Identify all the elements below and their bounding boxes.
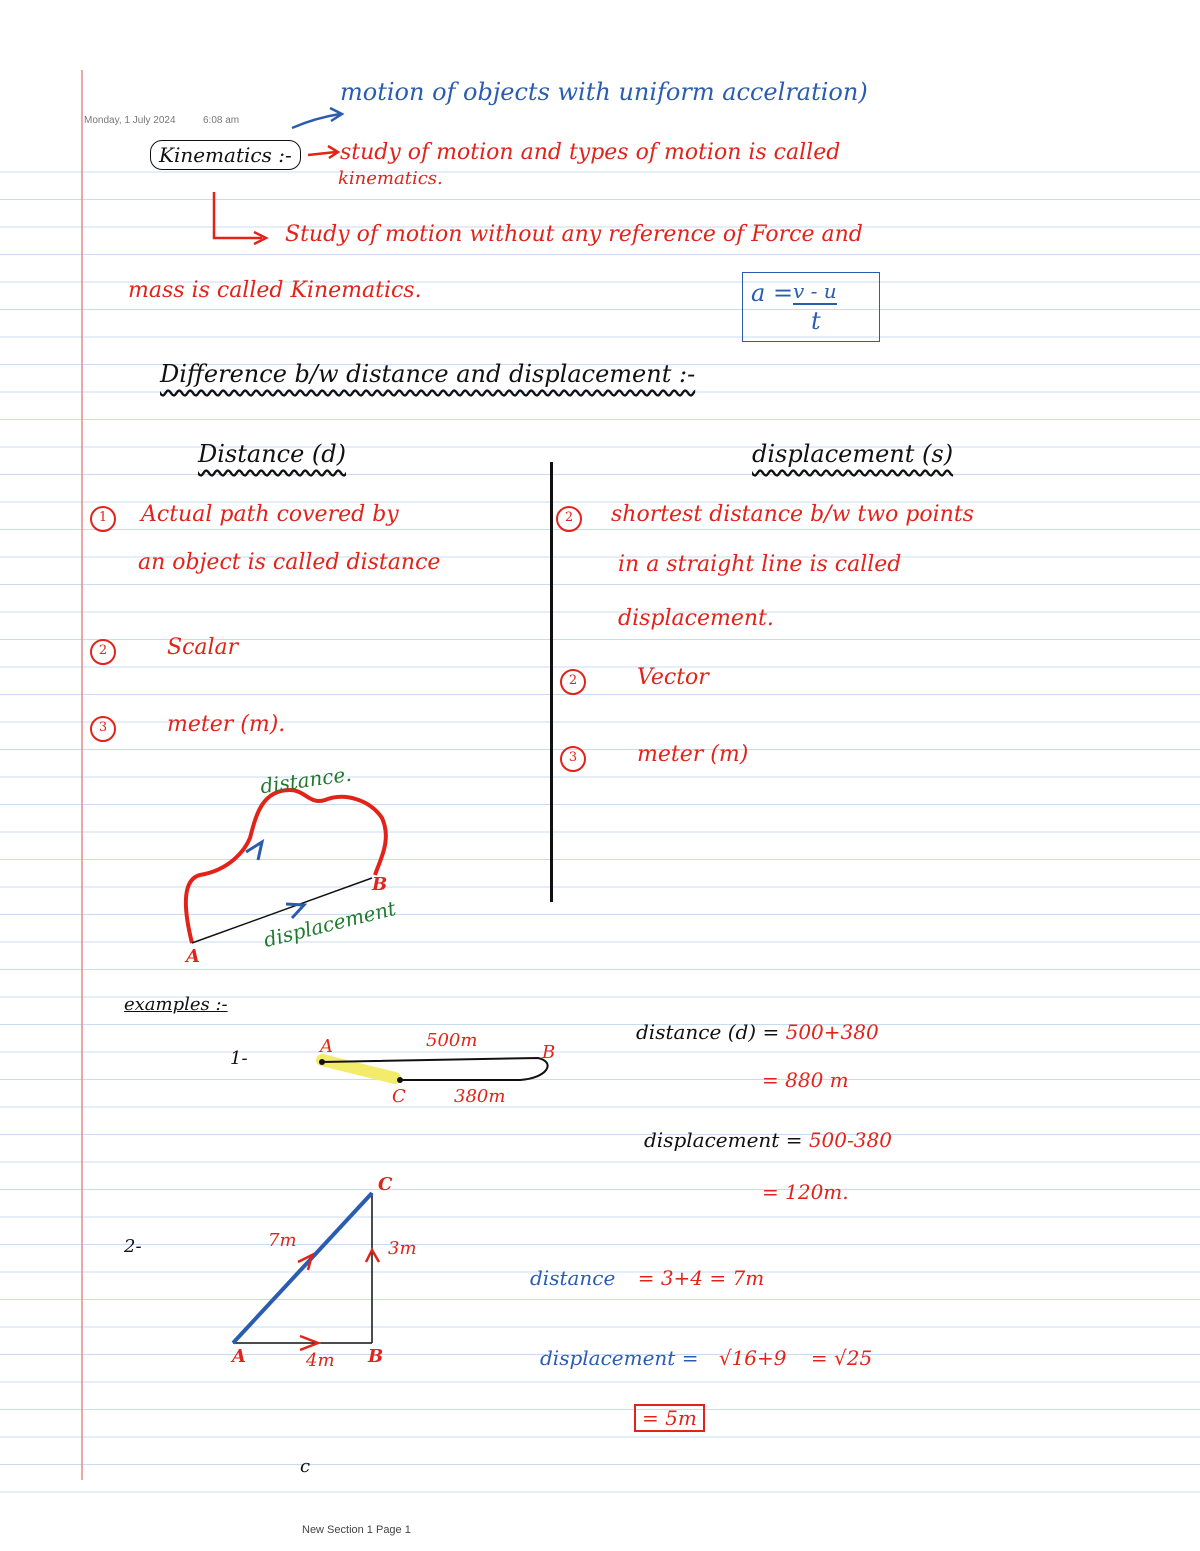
point-number-badge: 2 xyxy=(560,669,586,695)
diagram-label-displacement: displacement xyxy=(261,895,399,953)
example-3-mark: c xyxy=(300,1456,311,1477)
displacement-point-1-line-3: displacement. xyxy=(618,606,774,631)
example-1-point-b: B xyxy=(542,1042,556,1063)
arrow-to-definition-2 xyxy=(214,192,266,244)
displacement-unit: meter (m) xyxy=(637,742,749,767)
note-date: Monday, 1 July 2024 xyxy=(84,115,176,126)
example-1-distance-label: distance (d) = xyxy=(636,1020,786,1044)
distance-point-1-line-1: Actual path covered by xyxy=(141,502,399,527)
displacement-vector: Vector xyxy=(637,665,709,690)
definition-1-line-1: study of motion and types of motion is called xyxy=(340,140,841,165)
definition-1-line-2: kinematics. xyxy=(338,168,443,189)
example-2-point-a: A xyxy=(232,1346,246,1367)
example-1-point-c: C xyxy=(392,1086,406,1107)
example-2-triangle xyxy=(233,1193,379,1350)
point-number-badge: 3 xyxy=(560,746,586,772)
example-1-diagram xyxy=(319,1058,548,1083)
example-2-displacement-label: displacement = xyxy=(540,1346,699,1370)
point-number-badge: 3 xyxy=(90,716,116,742)
diagram-point-b: B xyxy=(372,874,388,895)
example-1-number: 1- xyxy=(230,1048,248,1069)
definition-2-line-1: Study of motion without any reference of Force and xyxy=(285,222,863,247)
page-footer: New Section 1 Page 1 xyxy=(302,1524,411,1536)
example-2-number: 2- xyxy=(124,1236,142,1257)
distance-unit: meter (m). xyxy=(167,712,286,737)
note-time: 6:08 am xyxy=(203,115,240,126)
point-number-badge: 2 xyxy=(556,506,582,532)
section-title: Difference b/w distance and displacement :- xyxy=(160,360,696,388)
displacement-point-1-line-1: shortest distance b/w two points xyxy=(611,502,974,527)
displacement-heading: displacement (s) xyxy=(752,440,954,468)
example-1-segment-ab: 500m xyxy=(426,1030,478,1051)
example-2-displacement-line xyxy=(540,1346,872,1370)
example-2-side-ab: 4m xyxy=(306,1350,335,1371)
displacement-point-1-line-2: in a straight line is called xyxy=(618,552,902,577)
diagram-point-a: A xyxy=(186,946,200,967)
example-1-displacement-value: 500-380 xyxy=(808,1128,892,1152)
example-2-distance-value: = 3+4 = 7m xyxy=(637,1266,765,1290)
point-number-badge: 2 xyxy=(90,639,116,665)
example-2-side-ac: 7m xyxy=(268,1230,297,1251)
example-2-distance-label: distance xyxy=(530,1266,616,1290)
diagram-label-distance: distance. xyxy=(258,761,353,799)
example-2-displacement-root: √16+9 xyxy=(718,1346,787,1370)
example-1-displacement-line xyxy=(644,1128,892,1152)
point-number-badge: 1 xyxy=(90,506,116,532)
arrow-to-uniform-note xyxy=(292,108,342,128)
example-1-distance-line xyxy=(636,1020,879,1044)
uniform-acceleration-note: motion of objects with uniform accelration) xyxy=(340,78,868,106)
formula-numerator: v - u xyxy=(793,279,837,303)
example-2-displacement-equals: = √25 xyxy=(810,1346,873,1370)
example-1-displacement-label: displacement = xyxy=(644,1128,809,1152)
example-1-distance-value: 500+380 xyxy=(785,1020,879,1044)
topic-kinematics: Kinematics :- xyxy=(150,140,301,170)
distance-point-1-line-2: an object is called distance xyxy=(138,550,441,575)
example-2-side-bc: 3m xyxy=(388,1238,417,1259)
formula-denominator: t xyxy=(811,307,821,335)
example-1-displacement-result: = 120m. xyxy=(762,1180,849,1204)
arrow-to-definition-1 xyxy=(308,146,338,158)
example-2-answer-box: = 5m xyxy=(634,1404,705,1432)
distance-scalar: Scalar xyxy=(167,635,239,660)
distance-heading: Distance (d) xyxy=(198,440,347,468)
example-2-point-b: B xyxy=(368,1346,384,1367)
example-2-distance-line xyxy=(530,1266,764,1290)
example-2-point-c: C xyxy=(378,1174,393,1195)
example-1-segment-bc: 380m xyxy=(454,1086,506,1107)
example-1-distance-result: = 880 m xyxy=(762,1068,849,1092)
definition-2-line-2: mass is called Kinematics. xyxy=(128,278,422,303)
formula-lhs: a = xyxy=(751,279,794,307)
examples-heading: examples :- xyxy=(124,994,228,1015)
example-1-point-a: A xyxy=(320,1036,333,1057)
